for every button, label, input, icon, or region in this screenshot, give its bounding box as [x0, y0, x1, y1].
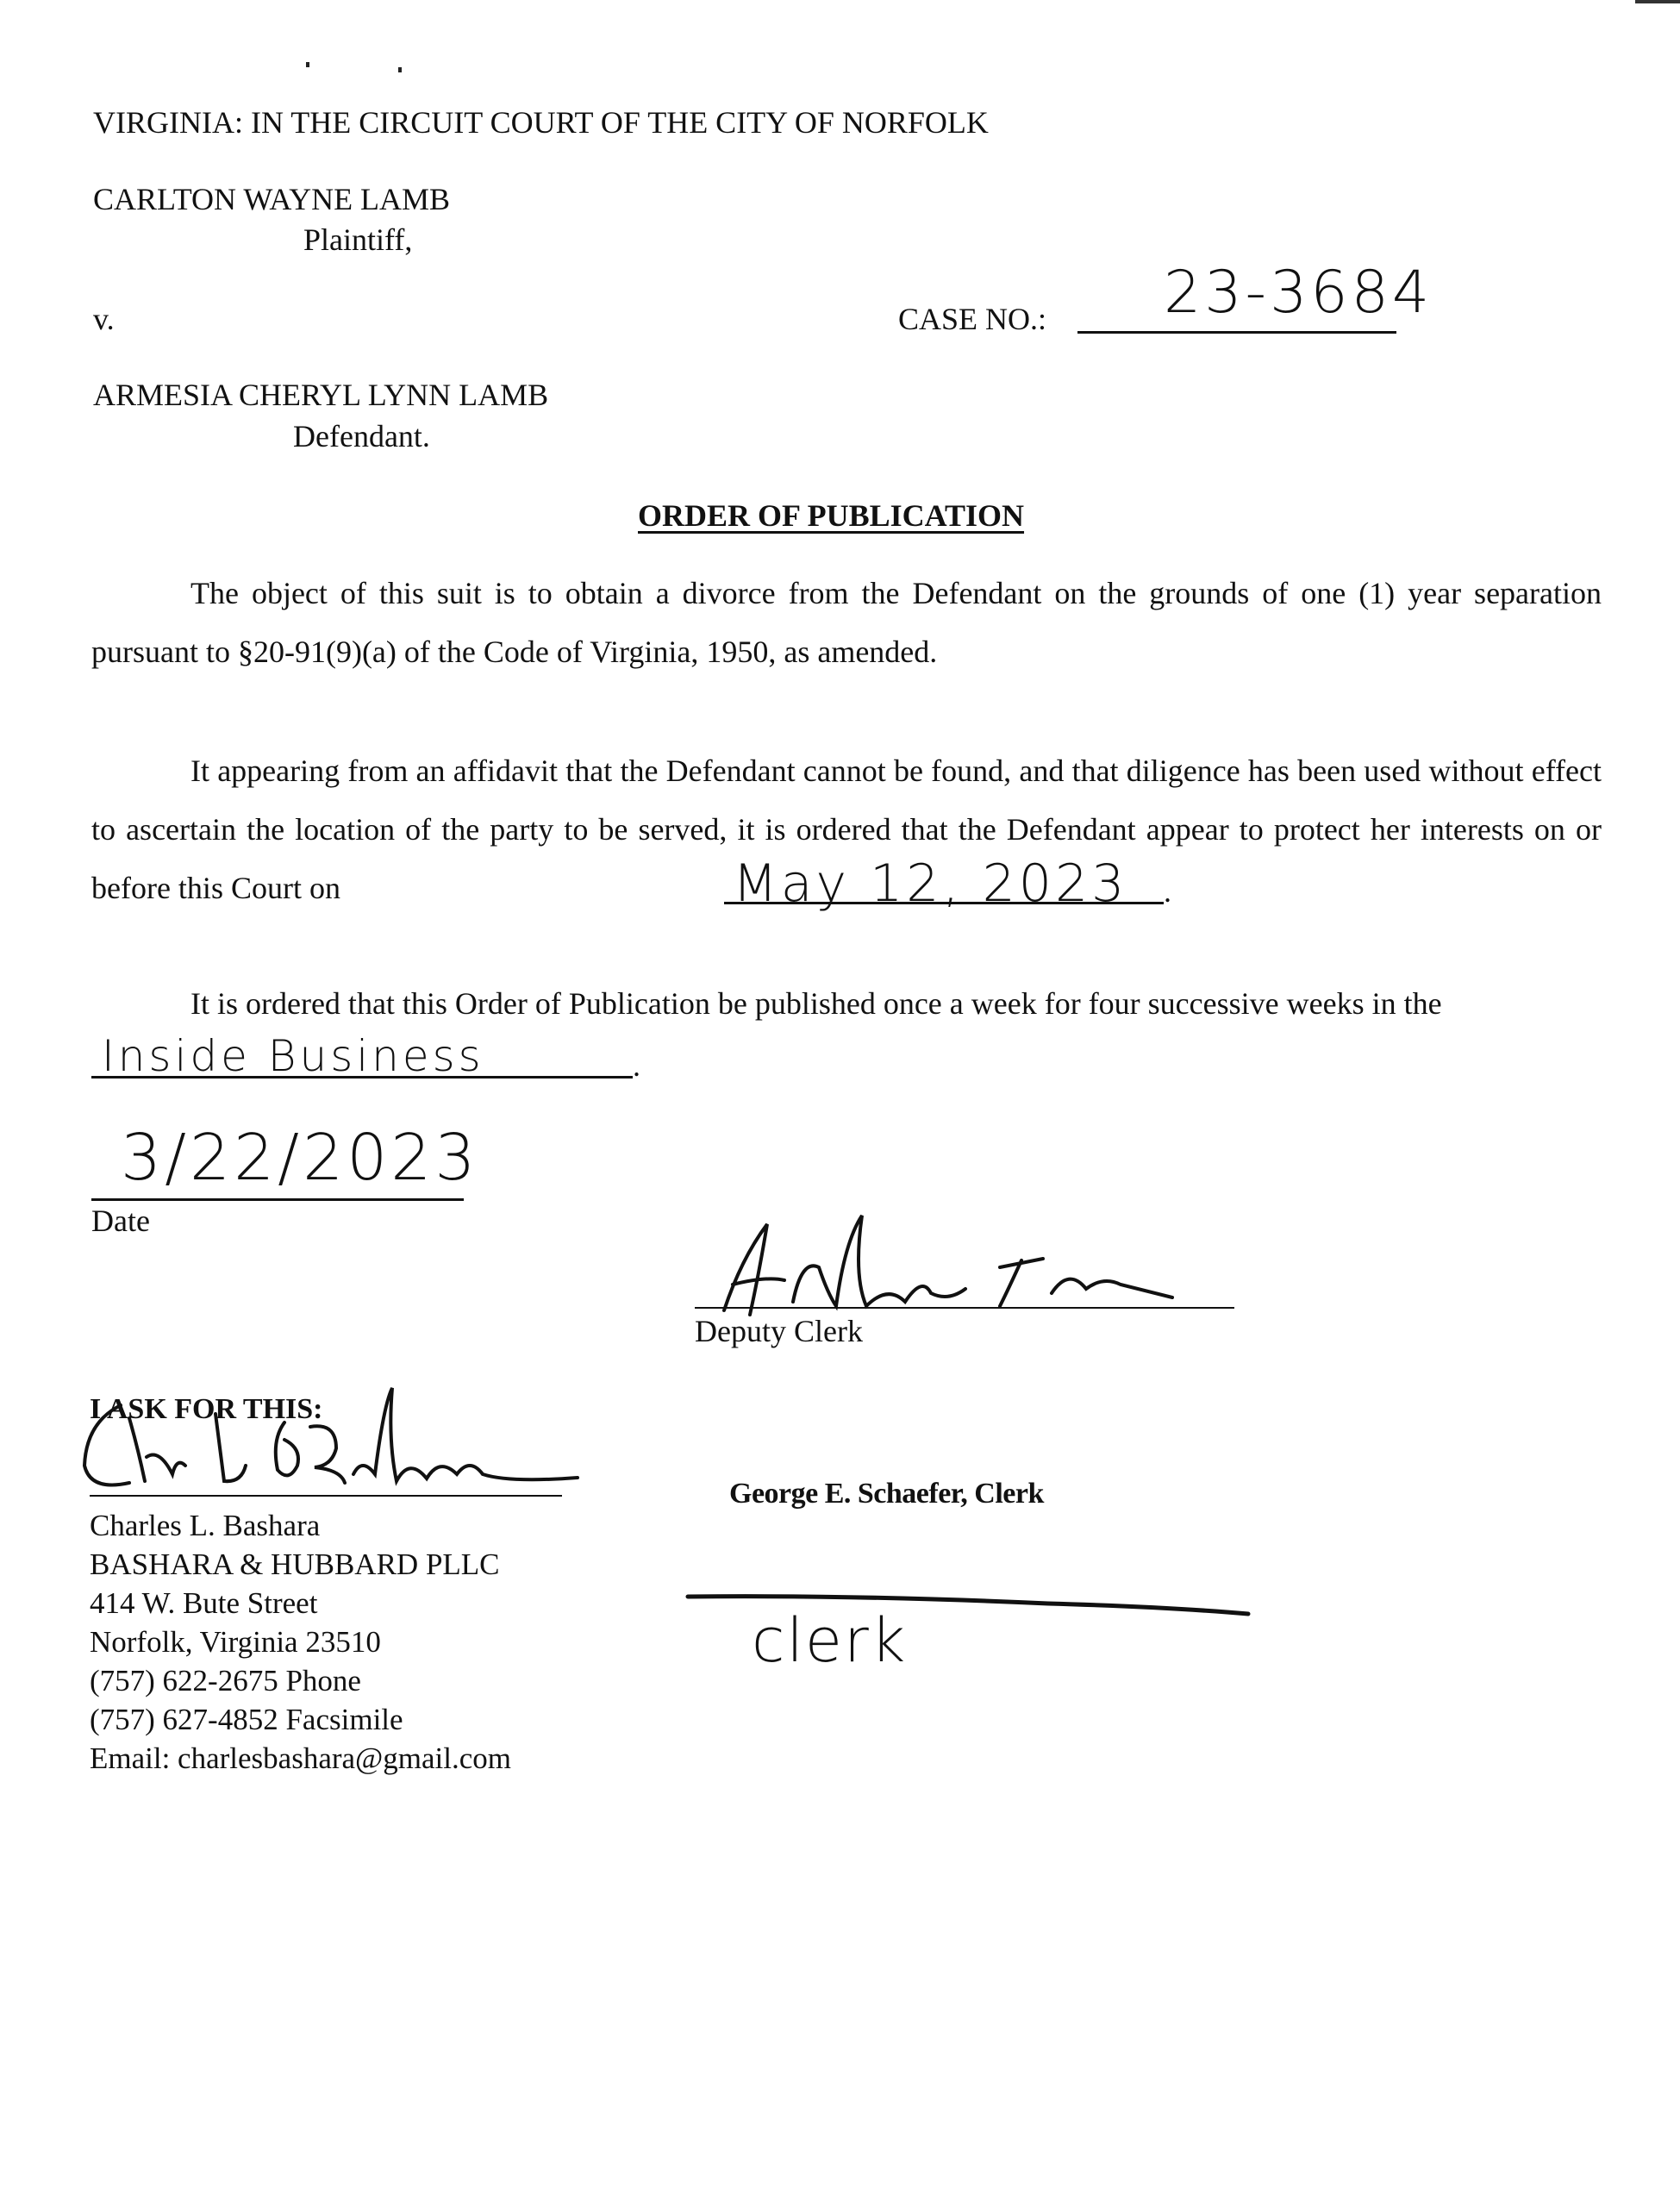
clerk-handwritten: clerk — [752, 1605, 908, 1676]
scan-edge-mark — [1635, 0, 1680, 3]
attorney-signature-line — [90, 1495, 562, 1497]
document-title: ORDER OF PUBLICATION — [638, 498, 1025, 533]
case-number-label: CASE NO.: — [898, 302, 1047, 336]
deputy-clerk-label: Deputy Clerk — [695, 1314, 863, 1348]
paragraph-object-of-suit-text: The object of this suit is to obtain a divorce from the Defendant on the grounds of one (1) year separation pursuant to §20-91(9)(a) of the Code of Virginia, 1950, as amended. — [91, 576, 1602, 669]
appearance-date-period: . — [1164, 874, 1171, 909]
plaintiff-role: Plaintiff, — [303, 222, 413, 257]
paragraph-affidavit-text: It appearing from an affidavit that the Defendant cannot be found, and that diligence has been used without effect to ascertain the location of the party to be served, it is ordered that the Defendant appear to protect her interests on or before this Court on — [91, 753, 1602, 905]
order-date-handwritten: 3/22/2023 — [121, 1121, 479, 1195]
case-number-handwritten: 23-3684 — [1164, 259, 1433, 327]
attorney-fax: (757) 627-4852 Facsimile — [90, 1703, 403, 1736]
deputy-clerk-line — [695, 1307, 1234, 1309]
order-date-line — [91, 1198, 464, 1201]
paragraph-publication — [91, 974, 1602, 1033]
appearance-date-handwritten: May 12, 2023 — [733, 853, 1128, 914]
publication-name-handwritten: Inside Business — [102, 1031, 484, 1081]
case-number-line — [1077, 331, 1396, 334]
deputy-clerk-signature-icon — [690, 1207, 1241, 1319]
clerk-stamp: George E. Schaefer, Clerk — [729, 1478, 1044, 1510]
plaintiff-name: CARLTON WAYNE LAMB — [93, 182, 451, 216]
versus-label: v. — [93, 302, 115, 336]
court-header: VIRGINIA: IN THE CIRCUIT COURT OF THE CITY OF NORFOLK — [93, 105, 989, 140]
defendant-role: Defendant. — [293, 419, 430, 453]
ask-for-this-label: I ASK FOR THIS: — [90, 1393, 323, 1425]
attorney-street: 414 W. Bute Street — [90, 1586, 318, 1620]
paragraph-publication-text: It is ordered that this Order of Publication be published once a week for four successive weeks in the — [190, 986, 1442, 1021]
scan-speck — [398, 67, 402, 72]
attorney-city: Norfolk, Virginia 23510 — [90, 1625, 381, 1659]
publication-name-period: . — [633, 1048, 640, 1083]
attorney-signature-icon — [78, 1388, 629, 1491]
attorney-phone: (757) 622-2675 Phone — [90, 1664, 361, 1697]
paragraph-object-of-suit — [91, 564, 1602, 681]
scan-speck — [306, 62, 309, 67]
attorney-name: Charles L. Bashara — [90, 1509, 321, 1542]
attorney-email: Email: charlesbashara@gmail.com — [90, 1741, 511, 1775]
order-date-label: Date — [91, 1204, 150, 1238]
attorney-firm: BASHARA & HUBBARD PLLC — [90, 1547, 500, 1581]
defendant-name: ARMESIA CHERYL LYNN LAMB — [93, 378, 549, 412]
